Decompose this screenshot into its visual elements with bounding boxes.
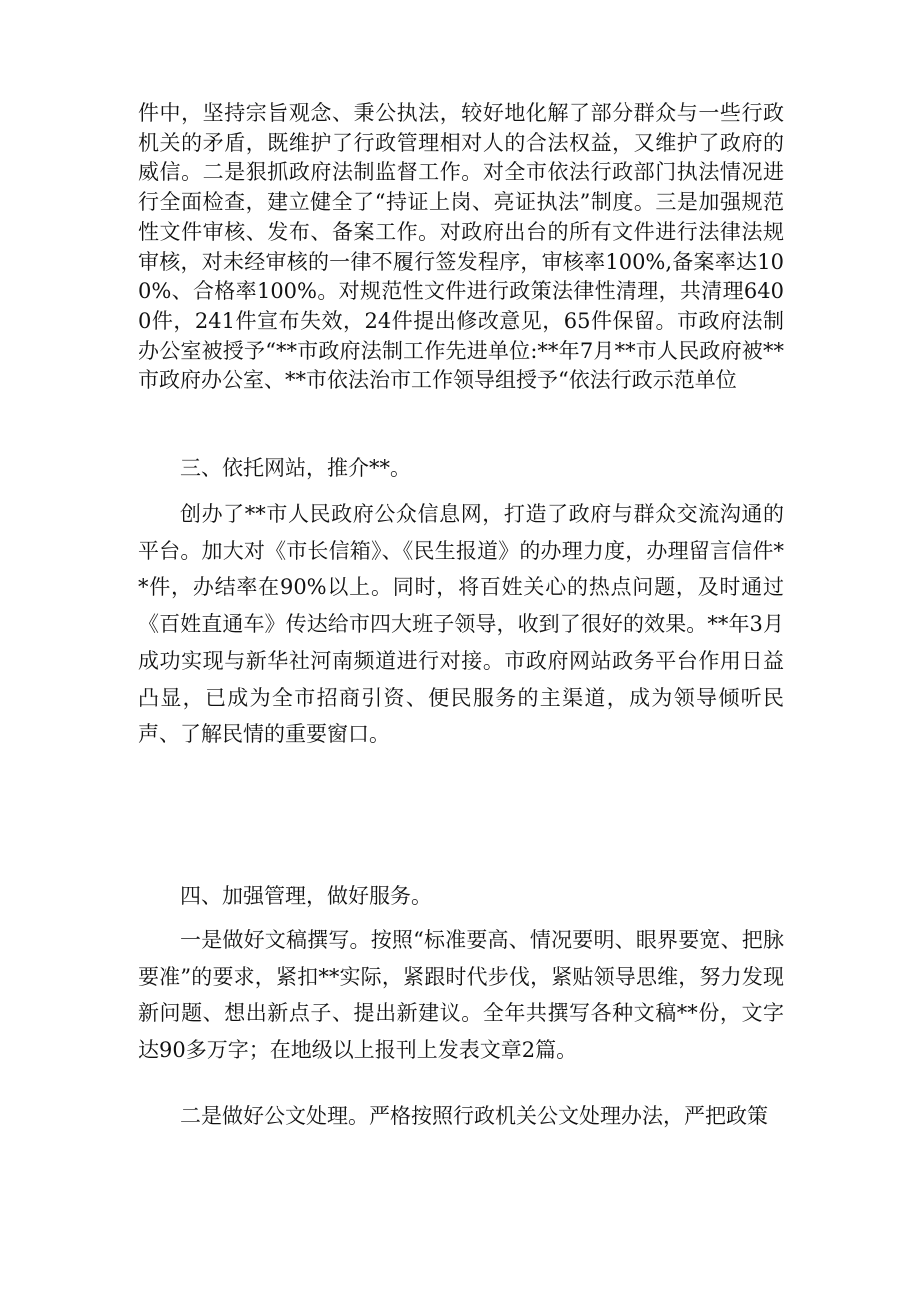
paragraph-section-3: 创办了**市人民政府公众信息网，打造了政府与群众交流沟通的平台。加大对《市长信箱》、《民生报道》的办理力度，办理留言信件**件，办结率在90%以上。同时，将百姓关心的热点问题，及时通过《百姓直通车》传达给市四大班子领导，收到了很好的效果。**年3月成功实现与新华社河南频道进行对接。市政府网站政务平台作用日益凸显，已成为全市招商引资、便民服务的主渠道，成为领导倾听民声、了解民情的重要窗口。 [138, 502, 784, 747]
section-heading-4: 四、加强管理，做好服务。 [180, 884, 432, 908]
paragraph-section-4-documents: 二是做好公文处理。严格按照行政机关公文处理办法，严把政策 [180, 1104, 768, 1128]
paragraph-intro: 件中，坚持宗旨观念、秉公执法，较好地化解了部分群众与一些行政机关的矛盾，既维护了行政管理相对人的合法权益，又维护了政府的威信。二是狠抓政府法制监督工作。对全市依法行政部门执法情况进行全面检查，建立健全了“持证上岗、亮证执法”制度。三是加强规范性文件审核、发布、备案工作。对政府出台的所有文件进行法律法规审核，对未经审核的一律不履行签发程序，审核率100%,备案率达100%、合格率100%。对规范性文件进行政策法律性清理，共清理6400件，241件宣布失效，24件提出修改意见，65件保留。市政府法制办公室被授予“**市政府法制工作先进单位:**年7月**市人民政府被**市政府办公室、**市依法治市工作领导组授予“依法行政示范单位 [138, 101, 784, 393]
paragraph-section-4-drafting: 一是做好文稿撰写。按照“标准要高、情况要明、眼界要宽、把脉要准”的要求，紧扣**实际，紧跟时代步伐，紧贴领导思维，努力发现新问题、想出新点子、提出新建议。全年共撰写各种文稿**份，文字达90多万字；在地级以上报刊上发表文章2篇。 [138, 928, 784, 1063]
section-heading-3: 三、依托网站，推介**。 [180, 456, 411, 480]
